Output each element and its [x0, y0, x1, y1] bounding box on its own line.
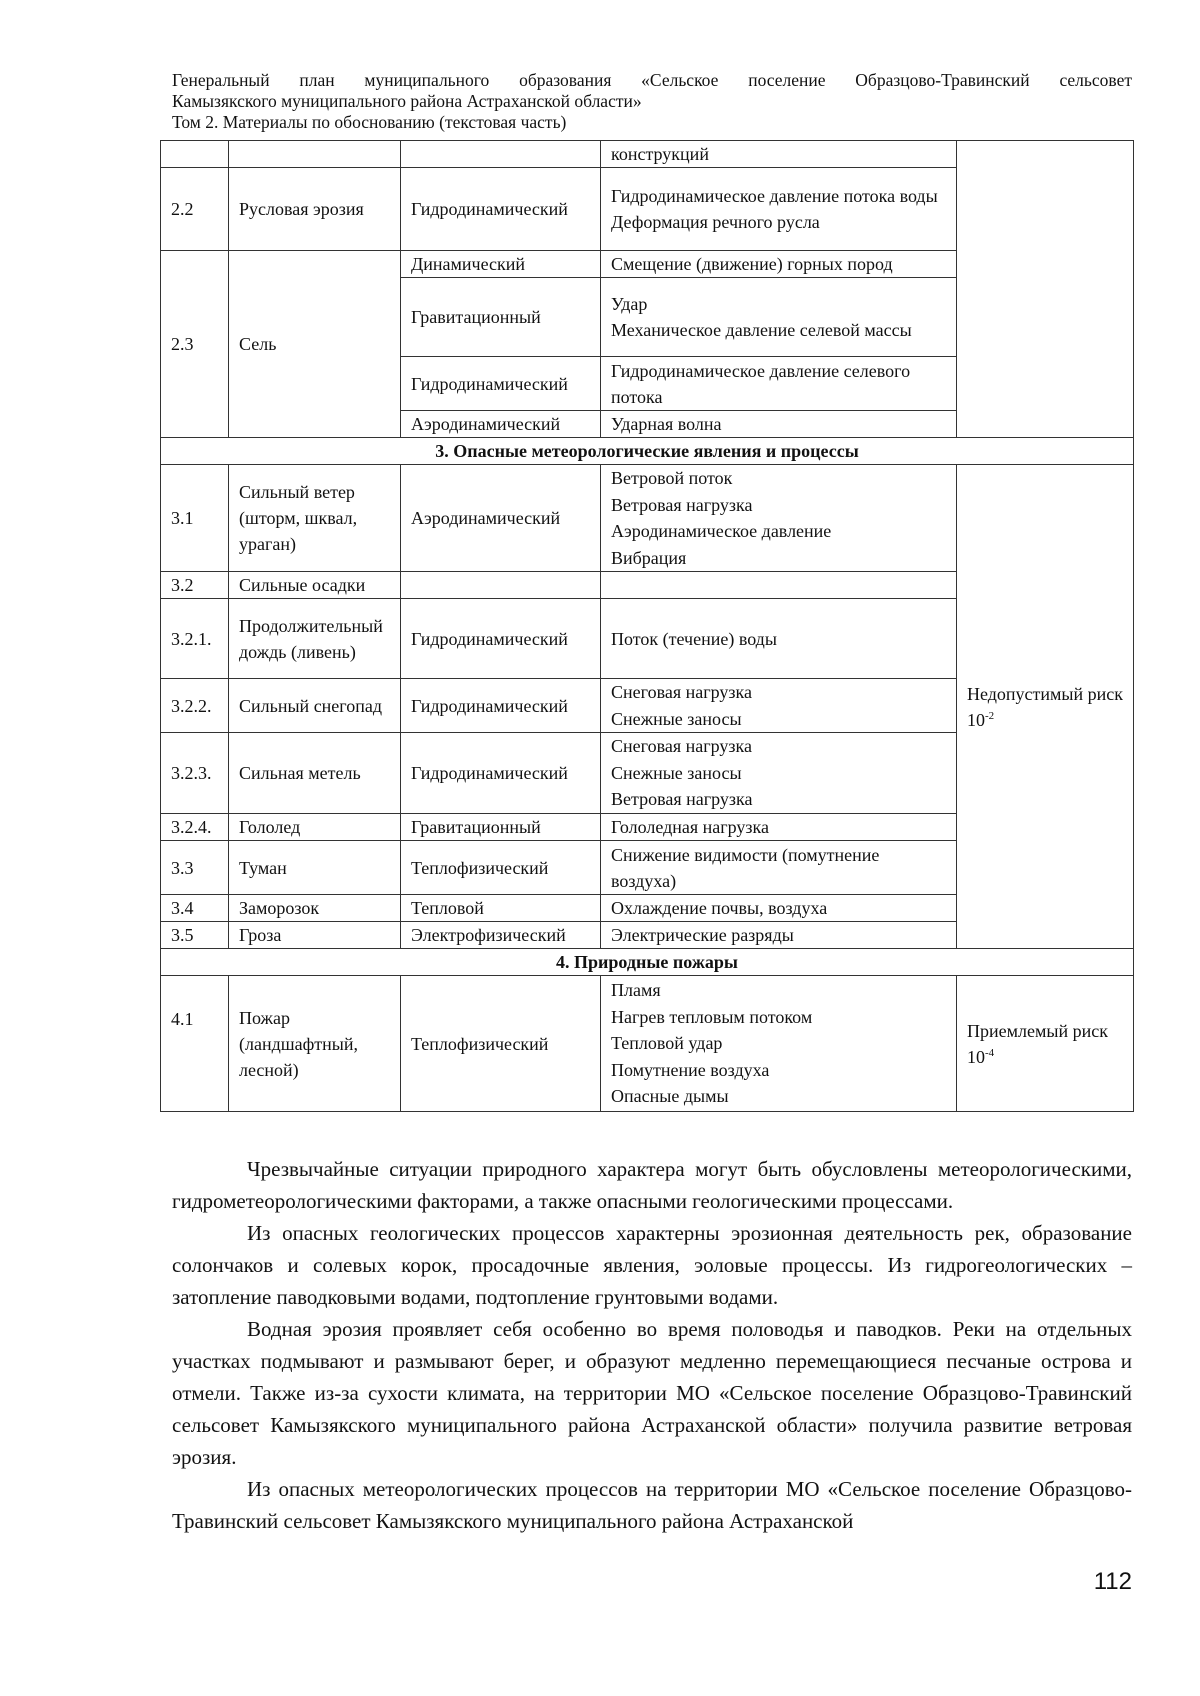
table-row: [161, 141, 1134, 168]
hazard-table: [160, 140, 1134, 1112]
factor-cell: Гравитационный: [401, 278, 601, 357]
row-number: 2.2: [161, 168, 229, 251]
risk-cell: Недопустимый риск $10^{-2}$: [957, 465, 1134, 949]
effect-cell: Снижение видимости (помутнение воздуха): [601, 841, 957, 895]
risk-cell: Приемлемый риск $10^{-4}$: [957, 976, 1134, 1112]
effect-cell: Удар Механическое давление селевой массы: [601, 278, 957, 357]
row-number: 3.3: [161, 841, 229, 895]
hazard-name: Заморозок: [229, 895, 401, 922]
factor-cell: Теплофизический: [401, 841, 601, 895]
hazard-name: Пожар (ландшафтный, лесной): [229, 976, 401, 1112]
body-text: [172, 1153, 1132, 1537]
factor-cell: Аэродинамический: [401, 411, 601, 438]
effect-cell: Снеговая нагрузка Снежные заносы Ветровая нагрузка: [601, 733, 957, 814]
header-line-2: Камызякского муниципального района Астраханской области»: [172, 91, 642, 111]
table-row: [161, 465, 1134, 572]
hazard-name: Продолжительный дождь (ливень): [229, 599, 401, 679]
row-number: 3.2.2.: [161, 679, 229, 733]
row-number: 3.1: [161, 465, 229, 572]
hazard-name: Сильный ветер (шторм, шквал, ураган): [229, 465, 401, 572]
paragraph: Водная эрозия проявляет себя особенно во время половодья и паводков. Реки на отдельных участках подмывают и размывают берег, и образуют медленно перемещающиеся песчаные острова и отмели. Также из-за сухости климата, на территории МО «Сельское поселение Образцово-Травинский сельсовет Камызякского муниципального района Астраханской области» получила развитие ветровая эрозия.: [172, 1317, 1132, 1469]
section-heading: 4. Природные пожары: [161, 949, 1134, 976]
effect-cell: Гидродинамическое давление потока воды Деформация речного русла: [601, 168, 957, 251]
factor-cell: Аэродинамический: [401, 465, 601, 572]
effect-cell: Поток (течение) воды: [601, 599, 957, 679]
effect-cell: конструкций: [601, 141, 957, 168]
hazard-name: Сильные осадки: [229, 572, 401, 599]
factor-cell: Гидродинамический: [401, 599, 601, 679]
factor-cell: Гидродинамический: [401, 357, 601, 411]
factor-cell: Гидродинамический: [401, 679, 601, 733]
paragraph: Из опасных геологических процессов характерны эрозионная деятельность рек, образование солончаков и солевых корок, просадочные явления, эоловые процессы. Из гидрогеологических – затопление паводковыми водами, подтопление грунтовыми водами.: [172, 1221, 1132, 1309]
hazard-name: Сильный снегопад: [229, 679, 401, 733]
hazard-name: Гроза: [229, 922, 401, 949]
factor-cell: Динамический: [401, 251, 601, 278]
effect-cell: Ветровой поток Ветровая нагрузка Аэродинамическое давление Вибрация: [601, 465, 957, 572]
row-number: 3.2: [161, 572, 229, 599]
effect-cell: Гидродинамическое давление селевого потока: [601, 357, 957, 411]
hazard-name: Туман: [229, 841, 401, 895]
row-number: 3.4: [161, 895, 229, 922]
paragraph: Из опасных метеорологических процессов на территории МО «Сельское поселение Образцово-Травинский сельсовет Камызякского муниципального района Астраханской: [172, 1477, 1132, 1533]
row-number: 3.2.4.: [161, 814, 229, 841]
hazard-name: Сильная метель: [229, 733, 401, 814]
header-line-3: Том 2. Материалы по обоснованию (текстовая часть): [172, 112, 567, 132]
factor-cell: Гидродинамический: [401, 168, 601, 251]
row-number: 3.5: [161, 922, 229, 949]
effect-cell: Пламя Нагрев тепловым потоком Тепловой удар Помутнение воздуха Опасные дымы: [601, 976, 957, 1112]
risk-cell-empty: [957, 141, 1134, 438]
factor-cell: Гравитационный: [401, 814, 601, 841]
factor-cell: Гидродинамический: [401, 733, 601, 814]
document-header: [172, 70, 1132, 133]
section-heading: 3. Опасные метеорологические явления и процессы: [161, 438, 1134, 465]
paragraph: Чрезвычайные ситуации природного характера могут быть обусловлены метеорологическими, гидрометеорологическими факторами, а также опасными геологическими процессами.: [172, 1157, 1132, 1213]
hazard-name: Русловая эрозия: [229, 168, 401, 251]
hazard-name: Сель: [229, 251, 401, 438]
factor-cell: Тепловой: [401, 895, 601, 922]
factor-cell: Теплофизический: [401, 976, 601, 1112]
section-row: [161, 438, 1134, 465]
effect-cell: Ударная волна: [601, 411, 957, 438]
effect-cell: Снеговая нагрузка Снежные заносы: [601, 679, 957, 733]
row-number: 4.1: [161, 976, 229, 1112]
row-number: 2.3: [161, 251, 229, 438]
table-row: [161, 976, 1134, 1112]
factor-cell: Электрофизический: [401, 922, 601, 949]
effect-cell: Гололедная нагрузка: [601, 814, 957, 841]
effect-cell: Смещение (движение) горных пород: [601, 251, 957, 278]
section-row: [161, 949, 1134, 976]
effect-cell: Охлаждение почвы, воздуха: [601, 895, 957, 922]
row-number: 3.2.3.: [161, 733, 229, 814]
page-number: 112: [1093, 1568, 1132, 1595]
row-number: 3.2.1.: [161, 599, 229, 679]
hazard-name: Гололед: [229, 814, 401, 841]
effect-cell: Электрические разряды: [601, 922, 957, 949]
header-line-1: Генеральный план муниципального образования «Сельское поселение Образцово-Травинский сельсовет: [172, 70, 1132, 90]
